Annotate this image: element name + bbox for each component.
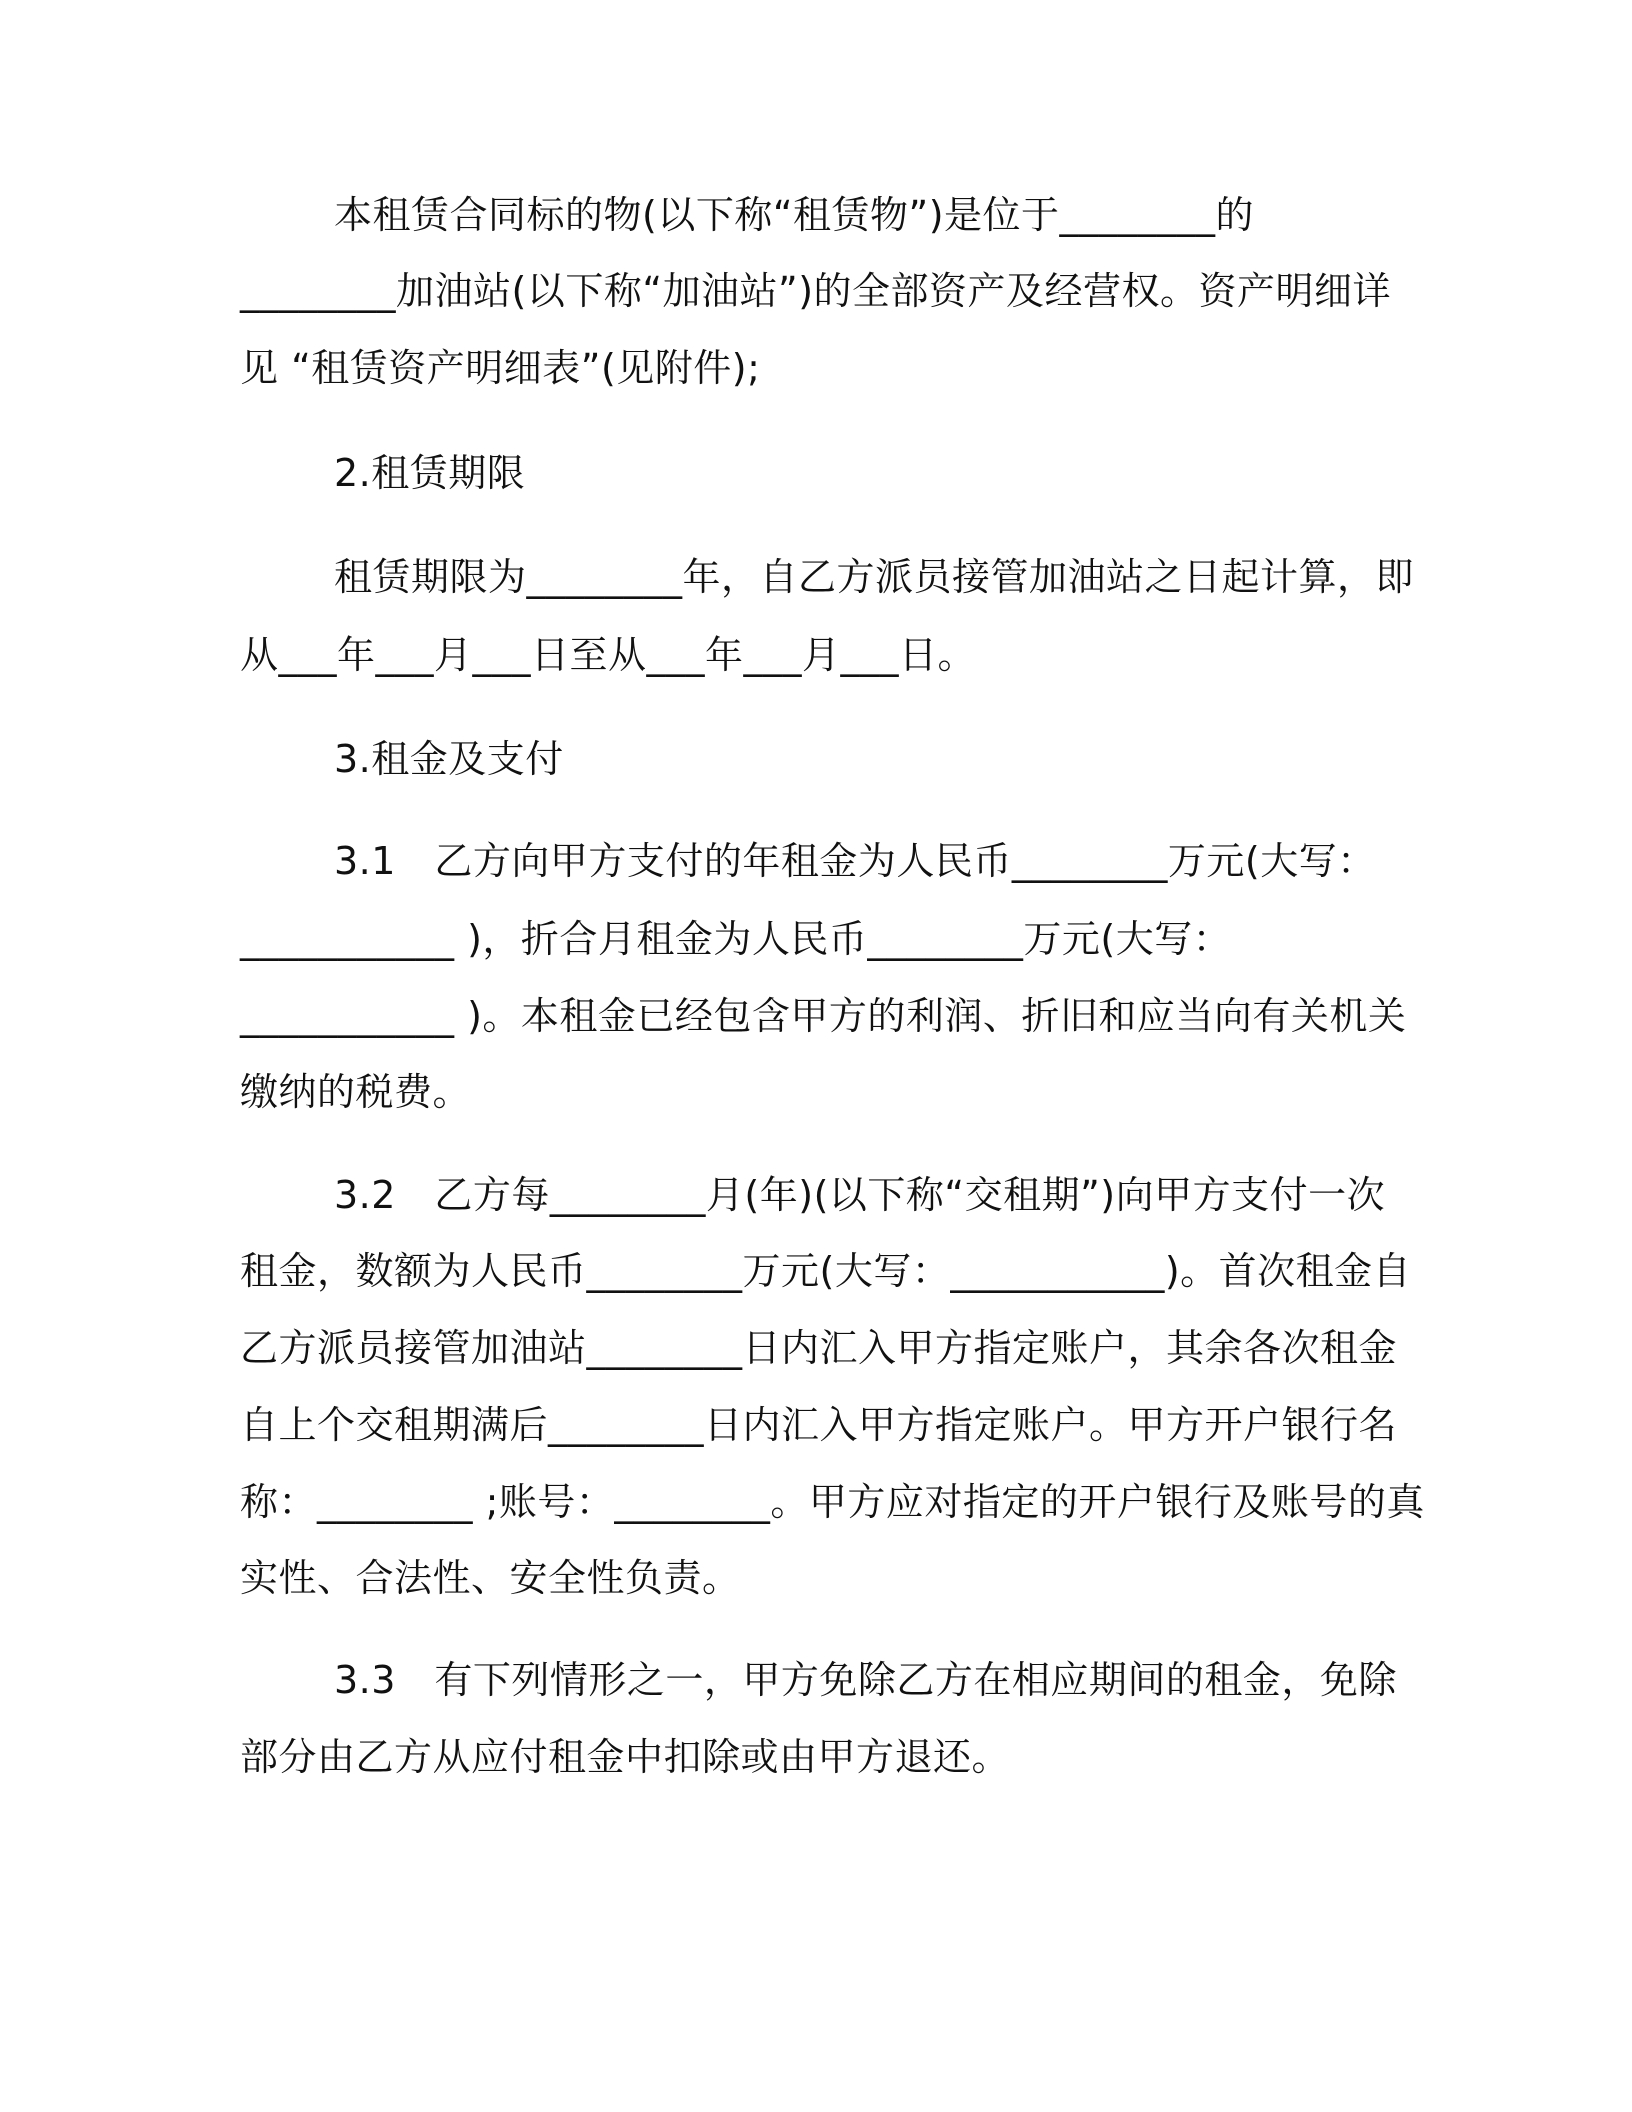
para-subject-line-3: 见 “租赁资产明细表”(见附件); bbox=[240, 346, 761, 390]
heading-lease-term: 2.租赁期限 bbox=[334, 451, 526, 495]
para-3-1-line-2: ___________ )，折合月租金为人民币________万元(大写： bbox=[240, 917, 1232, 961]
para-term-line-1: 租赁期限为________年，自乙方派员接管加油站之日起计算，即 bbox=[334, 555, 1415, 599]
para-3-3-line-1: 3.3 有下列情形之一，甲方免除乙方在相应期间的租金，免除 bbox=[334, 1658, 1397, 1702]
para-3-1-line-3: ___________ )。本租金已经包含甲方的利润、折旧和应当向有关机关 bbox=[240, 994, 1407, 1038]
para-term-line-2: 从___年___月___日至从___年___月___日。 bbox=[240, 633, 977, 677]
para-3-1-line-1: 3.1 乙方向甲方支付的年租金为人民币________万元(大写： bbox=[334, 839, 1376, 883]
heading-rent-payment: 3.租金及支付 bbox=[334, 737, 564, 781]
para-3-1-line-4: 缴纳的税费。 bbox=[240, 1070, 472, 1114]
para-3-2-line-4: 自上个交租期满后________日内汇入甲方指定账户。甲方开户银行名 bbox=[240, 1403, 1398, 1447]
para-3-2-line-1: 3.2 乙方每________月(年)(以下称“交租期”)向甲方支付一次 bbox=[334, 1173, 1386, 1217]
para-3-2-line-2: 租金，数额为人民币________万元(大写：___________)。首次租金自 bbox=[240, 1249, 1412, 1293]
para-3-2-line-5: 称：________ ;账号：________。甲方应对指定的开户银行及账号的真 bbox=[240, 1480, 1425, 1524]
para-subject-line-1: 本租赁合同标的物(以下称“租赁物”)是位于________的 bbox=[334, 193, 1255, 237]
para-subject-line-2: ________加油站(以下称“加油站”)的全部资产及经营权。资产明细详 bbox=[240, 269, 1392, 313]
para-3-3-line-2: 部分由乙方从应付租金中扣除或由甲方退还。 bbox=[240, 1735, 1011, 1779]
para-3-2-line-6: 实性、合法性、安全性负责。 bbox=[240, 1556, 741, 1600]
para-3-2-line-3: 乙方派员接管加油站________日内汇入甲方指定账户，其余各次租金 bbox=[240, 1326, 1398, 1370]
